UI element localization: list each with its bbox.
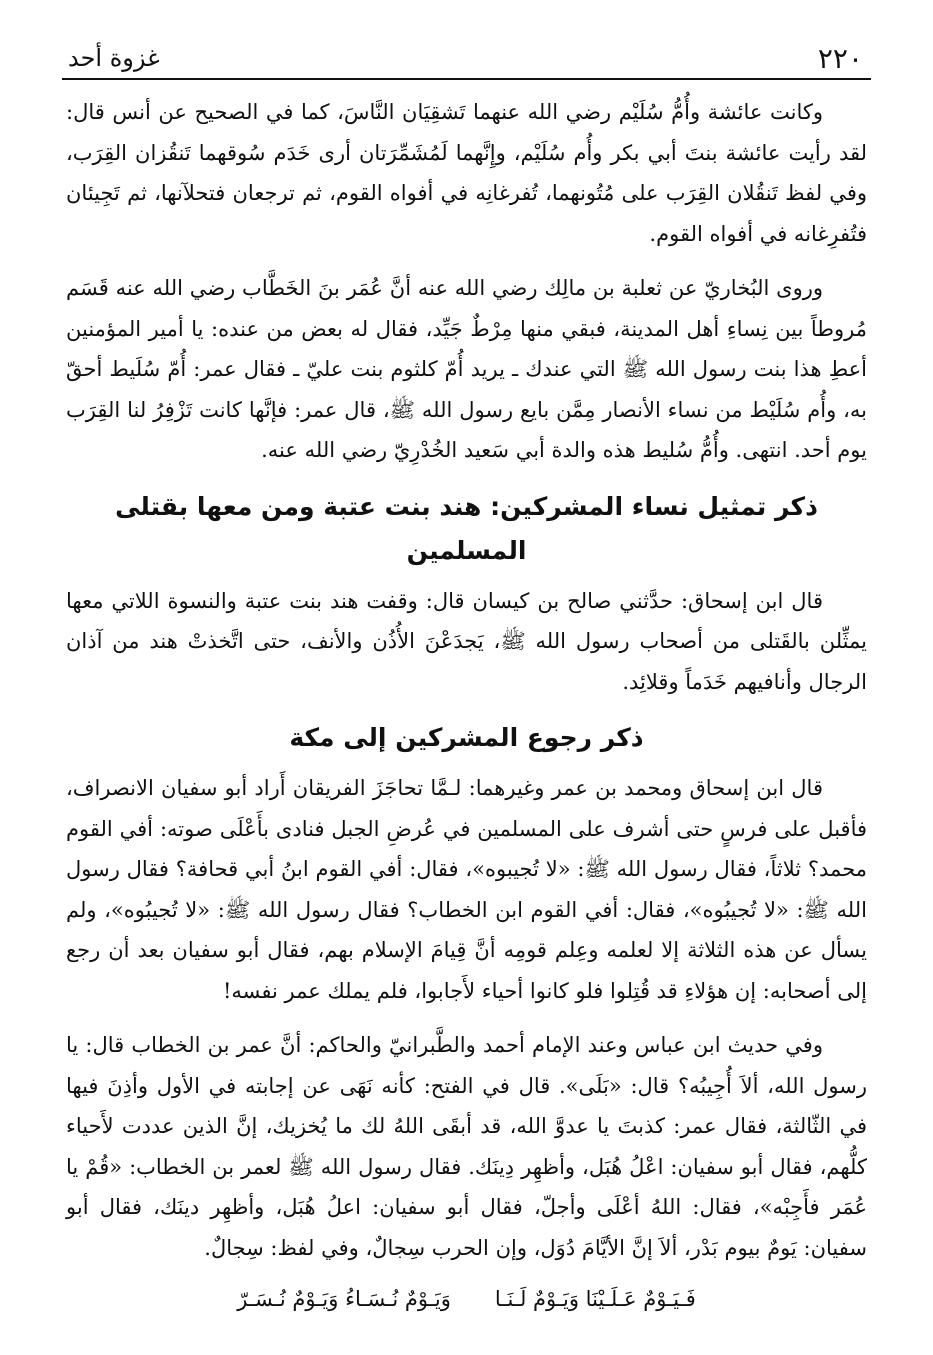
running-title: غزوة أحد [68, 44, 160, 72]
body-text [66, 92, 867, 1316]
paragraph-3: قال ابن إسحاق: حدَّثني صالح بن كيسان قال: وقفت هند بنت عتبة والنسوة اللاتي معها يمثِّلن بالقَتلى من أصحاب رسول الله ﷺ، يَجدَعْنَ الأُذُن والأنف، حتى اتَّخذتْ هند من آذان الرجال وأنافيهم خَدَماً وقلائِد. [66, 588, 867, 694]
paragraph-2: وروى البُخاريّ عن ثعلبة بن مالِك رضي الله عنه أنَّ عُمَر بنَ الخَطَّاب رضي الله عنه قَسَم مُروطاً بين نِساءِ أهل المدينة، فبقي منها مِرْطٌ جَيِّد، فقال له بعض من عنده: يا أمير المؤمنين أعطِ هذا بنت رسول الله ﷺ التي عندك ـ يريد أُمّ كلثوم بنت عليّ ـ فقال عمر: أُمّ سُلَيط أحقّ به، وأُم سُلَيْط من نساء الأنصار مِمَّن بايع رسول الله ﷺ، قال عمر: فإنَّها كانت تَزْفِرُ لنا القِرَب يوم أحد. انتهى. وأُمُّ سُليط هذه والدة أبي سَعيد الخُدْرِيّ رضي الله عنه. [66, 276, 867, 462]
page-number: ٢٢٠ [817, 42, 863, 75]
paragraph-4: قال ابن إسحاق ومحمد بن عمر وغيرهما: لـمَّا تحاجَزَ الفريقان أَراد أبو سفيان الانصراف، فأقبل على فرسٍ حتى أشرف على المسلمين في عُرضِ الجبل فنادى بأَعْلَى صوته: أفي القوم محمد؟ ثلاثاً، فقال رسول الله ﷺ: «لا تُجيبوه»، فقال: أفي القوم ابنُ أبي قحافة؟ فقال رسول الله ﷺ: «لا تُجيبُوه»، فقال: أفي القوم ابن الخطاب؟ فقال رسول الله ﷺ: «لا تُجيبُوه»، ولم يسأل عن هذه الثلاثة إلا لعلمه وعِلم قومِه أنَّ قِيامَ الإسلام بهم، فقال أبو سفيان بعد أن رجع إلى أصحابه: إن هؤلاءِ قد قُتِلوا فلو كانوا أحياء لأَجابوا، فلم يملك عمر نفسه! [66, 776, 868, 1003]
paragraph-5: وفي حديث ابن عباس وعند الإمام أحمد والطَّبرانيّ والحاكم: أنَّ عمر بن الخطاب قال: يا رسول الله، ألاَ أُجِيبُه؟ قال: «بَلَى». قال في الفتح: كأنه نَهَى عن إجابته في الأول وأذِنَ فيها في الثّالثة، فقال عمر: كذبتَ يا عدوَّ الله، قد أبقَى اللهُ لك ما يُخزيك، إنَّ الذين عددت لأَحياء كلُّهم، فقال أبو سفيان: اعْلُ هُبَل، وأظهِر دِينَك. فقال رسول الله ﷺ لعمر بن الخطاب: «قُمْ يا عُمَر فأَجِبْه»، فقال: اللهُ أعْلَى وأجلّ، فقال أبو سفيان: اعلُ هُبَل، وأظهِر دينَك، فقال أبو سفيان: يَومٌ بيوم بَدْر، ألاَ إنَّ الأيَّامَ دُوَل، وإن الحرب سِجالٌ، وفي لفظ: سِجالٌ. [66, 1033, 867, 1260]
verse-hemistich-2: وَيَـوْمٌ نُـسَـاءُ وَيَـوْمٌ نُـسَـرّ [237, 1287, 451, 1311]
paragraph-1: وكانت عائشة وأُمُّ سُلَيْم رضي الله عنهما تَشقِيَان النَّاسَ، كما في الصحيح عن أنس قال: لقد رأيت عائشة بنتَ أبي بكر وأُم سُلَيْم، وإِنَّهما لَمُشَمِّرَتان أرى خَدَم سُوقهما تَنقُزان القِرَب، وفي لفظ تَنقُلان القِرَب على مُتُونهما، تُفرغانِه في أفواه القوم، ثم ترجعان فتحلآنها، ثم تَجِيئان فتُفرِغانه في أفواه القوم. [66, 100, 867, 246]
poetry-verse [66, 1282, 867, 1316]
page-header [62, 38, 871, 80]
section-heading-return-to-mecca: ذكر رجوع المشركين إلى مكة [289, 723, 644, 752]
verse-hemistich-1: فَـيَـوْمٌ عَـلَـيْنَا وَيَـوْمٌ لَـنَـا [494, 1287, 696, 1311]
section-heading-mutilation: ذكر تمثيل نساء المشركين: هند بنت عتبة ومن معها بقتلى المسلمين [115, 491, 818, 565]
